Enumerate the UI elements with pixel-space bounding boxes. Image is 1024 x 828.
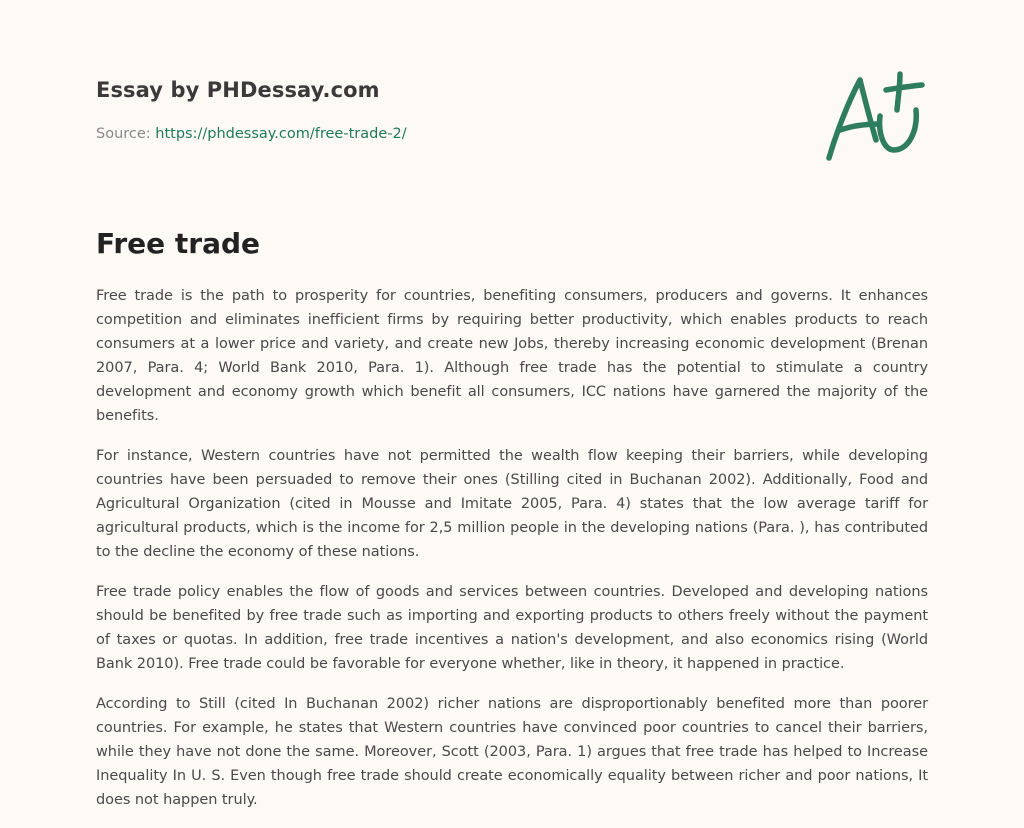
a-plus-logo-icon <box>818 64 928 166</box>
essay-body <box>96 284 928 828</box>
site-title: Essay by PHDessay.com <box>96 78 380 102</box>
essay-header <box>96 76 696 144</box>
essay-paragraph: Free trade is the path to prosperity for countries, benefiting consumers, producers and governs. It enhances competition and eliminates inefficient firms by requiring better productivity, which enables products to reach consumers at a lower price and variety, and create new Jobs, thereby increasing economic development (Brenan 2007, Para. 4; World Bank 2010, Para. 1). Although free trade has the potential to stimulate a country development and economy growth which benefit all consumers, ICC nations have garnered the majority of the benefits. <box>96 288 928 424</box>
essay-paragraph: For instance, Western countries have not permitted the wealth flow keeping their barriers, while developing countries have been persuaded to remove their ones (Stilling cited in Buchanan 2002). Additionally, Food and Agricultural Organization (cited in Mousse and Imitate 2005, Para. 4) states that the low average tariff for agricultural products, which is the income for 2,5 million people in the developing nations (Para. ), has contributed to the decline the economy of these nations. <box>96 448 928 560</box>
source-link[interactable]: https://phdessay.com/free-trade-2/ <box>155 126 407 142</box>
essay-paragraph: According to Still (cited In Buchanan 2002) richer nations are disproportionably benefited more than poorer countries. For example, he states that Western countries have convinced poor countries to cancel their barriers, while they have not done the same. Moreover, Scott (2003, Para. 1) argues that free trade has helped to Increase Inequality In U. S. Even though free trade should create economically equality between richer and poor nations, It does not happen truly. <box>96 696 928 808</box>
essay-paragraph: Free trade policy enables the flow of goods and services between countries. Developed and developing nations should be benefited by free trade such as importing and exporting products to others freely without the payment of taxes or quotas. In addition, free trade incentives a nation's development, and also economics rising (World Bank 2010). Free trade could be favorable for everyone whether, like in theory, it happened in practice. <box>96 584 928 672</box>
essay-title: Free trade <box>96 227 260 260</box>
source-line <box>96 124 696 144</box>
source-label: Source: <box>96 126 151 142</box>
